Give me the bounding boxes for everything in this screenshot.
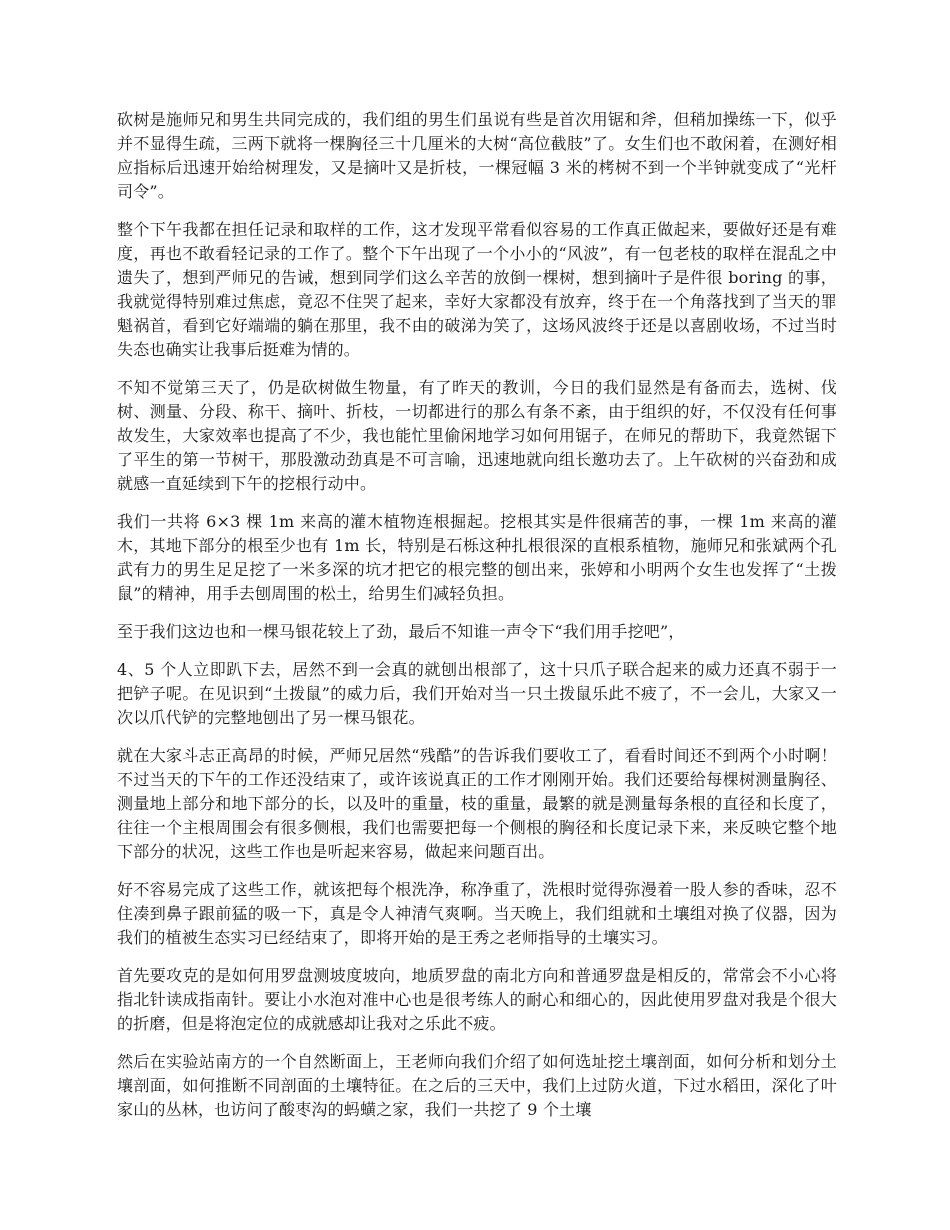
paragraph-2: 整个下午我都在担任记录和取样的工作，这才发现平常看似容易的工作真正做起来，要做好还是有难度，再也不敢看轻记录的工作了。整个下午出现了一个小小的“风波”，有一包老枝的取样在混乱之中遗失了，想到严师兄的告诫，想到同学们这么辛苦的放倒一棵树，想到摘叶子是件很 boring 的事，我就觉得特别难过焦虑，竟忍不住哭了起来，幸好大家都没有放弃，终于在一个角落找到了当天的罪魁祸首，看到它好端端的躺在那里，我不由的破涕为笑了，这场风波终于还是以喜剧收场，不过当时失态也确实让我事后挺难为情的。: [117, 220, 837, 359]
paragraph-1: 砍树是施师兄和男生共同完成的，我们组的男生们虽说有些是首次用锯和斧，但稍加操练一下，似乎并不显得生疏，三两下就将一棵胸径三十几厘米的大树“高位截肢”了。女生们也不敢闲着，在测好相应指标后迅速开始给树理发，又是摘叶又是折枝，一棵冠幅 3 米的栲树不到一个半钟就变成了“光杆司令”。: [117, 110, 837, 201]
paragraph-8: 好不容易完成了这些工作，就该把每个根洗净，称净重了，洗根时觉得弥漫着一股人参的香味，忍不住凑到鼻子跟前猛的吸一下，真是令人神清气爽啊。当天晚上，我们组就和土壤组对换了仪器，因为我们的植被生态实习已经结束了，即将开始的是王秀之老师指导的土壤实习。: [117, 880, 837, 947]
paragraph-9: 首先要攻克的是如何用罗盘测坡度坡向，地质罗盘的南北方向和普通罗盘是相反的，常常会不小心将指北针读成指南针。要让小水泡对准中心也是很考练人的耐心和细心的，因此使用罗盘对我是个很大的折磨，但是将泡定位的成就感却让我对之乐此不疲。: [117, 966, 837, 1033]
paragraph-4: 我们一共将 6×3 棵 1m 来高的灌木植物连根掘起。挖根其实是件很痛苦的事，一棵 1m 来高的灌木，其地下部分的根至少也有 1m 长，特别是石栎这种扎根很深的直根系植物，施师兄和张斌两个孔武有力的男生足足挖了一米多深的坑才把它的根完整的刨出来，张婷和小明两个女生也发挥了“土拨鼠”的精神，用手去刨周围的松土，给男生们减轻负担。: [117, 512, 837, 603]
paragraph-5: 至于我们这边也和一棵马银花较上了劲，最后不知谁一声令下“我们用手挖吧”，: [117, 622, 685, 641]
document-page: [117, 108, 837, 1136]
paragraph-6: 4、5 个人立即趴下去，居然不到一会真的就刨出根部了，这十只爪子联合起来的威力还真不弱于一把铲子呢。在见识到“土拨鼠”的威力后，我们开始对当一只土拨鼠乐此不疲了，不一会儿，大家又一次以爪代铲的完整地刨出了另一棵马银花。: [117, 660, 837, 727]
paragraph-3: 不知不觉第三天了，仍是砍树做生物量，有了昨天的教训，今日的我们显然是有备而去，选树、伐树、测量、分段、称干、摘叶、折枝，一切都进行的那么有条不紊，由于组织的好，不仅没有任何事故发生，大家效率也提高了不少，我也能忙里偷闲地学习如何用锯子，在师兄的帮助下，我竟然锯下了平生的第一节树干，那股激动劲真是不可言喻，迅速地就向组长邀功去了。上午砍树的兴奋劲和成就感一直延续到下午的挖根行动中。: [117, 378, 837, 493]
paragraph-10: 然后在实验站南方的一个自然断面上，王老师向我们介绍了如何选址挖土壤剖面，如何分析和划分土壤剖面，如何推断不同剖面的土壤特征。在之后的三天中，我们上过防火道，下过水稻田，深化了叶家山的丛林，也访问了酸枣沟的蚂蟥之家，我们一共挖了 9 个土壤: [117, 1052, 837, 1119]
paragraph-7: 就在大家斗志正高昂的时候，严师兄居然“残酷”的告诉我们要收工了，看看时间还不到两个小时啊！不过当天的下午的工作还没结束了，或许该说真正的工作才刚刚开始。我们还要给每棵树测量胸径、测量地上部分和地下部分的长，以及叶的重量，枝的重量，最繁的就是测量每条根的直径和长度了，往往一个主根周围会有很多侧根，我们也需要把每一个侧根的胸径和长度记录下来，来反映它整个地下部分的状况，这些工作也是听起来容易，做起来问题百出。: [117, 746, 837, 861]
